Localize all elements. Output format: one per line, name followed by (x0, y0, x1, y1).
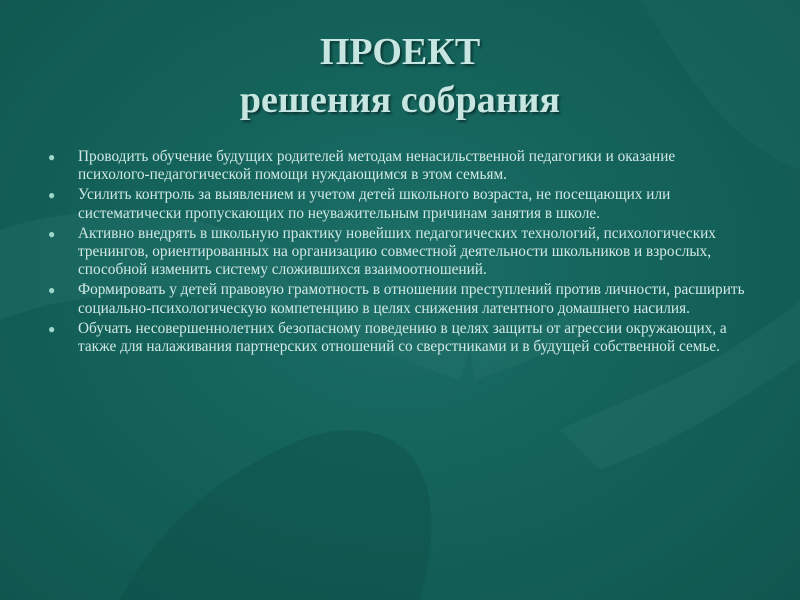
bullet-text: Обучать несовершеннолетних безопасному поведению в целях защиты от агрессии окружающих, а также для налаживания партнерских отношений со сверстниками и в будущей собственной семье. (78, 319, 727, 356)
slide-title (0, 28, 800, 125)
list-item (48, 281, 748, 317)
bullet-text: Активно внедрять в школьную практику новейших педагогических технологий, психологических тренингов, ориентированных на организацию совместной деятельности школьников и взрослых, способной изменить систему сложившихся взаимоотношений. (78, 224, 716, 279)
list-item (48, 148, 748, 184)
list-item (48, 225, 748, 280)
bullet-dot-icon: ● (48, 283, 56, 298)
title-line-subtitle: решения собрания (239, 79, 561, 122)
bullet-dot-icon: ● (48, 188, 56, 203)
bullet-text: Формировать у детей правовую грамотность в отношении преступлений против личности, расширить социально-психологическую компетенцию в целях снижения латентного домашнего насилия. (78, 281, 745, 317)
bullet-text: Проводить обучение будущих родителей методам ненасильственной педагогики и оказание психолого-педагогической помощи нуждающимся в этом семьям. (78, 148, 676, 184)
bullet-text: Усилить контроль за выявлением и учетом детей школьного возраста, не посещающих или систематически пропускающих по неуважительным причинам занятия в школе. (78, 186, 671, 222)
bullet-dot-icon: ● (48, 150, 56, 164)
bullet-dot-icon: ● (48, 226, 56, 241)
list-item (48, 320, 748, 356)
decision-bullet-list (48, 148, 748, 358)
bullet-dot-icon: ● (48, 321, 56, 336)
title-line-project: ПРОЕКТ (319, 31, 481, 73)
list-item (48, 186, 748, 222)
